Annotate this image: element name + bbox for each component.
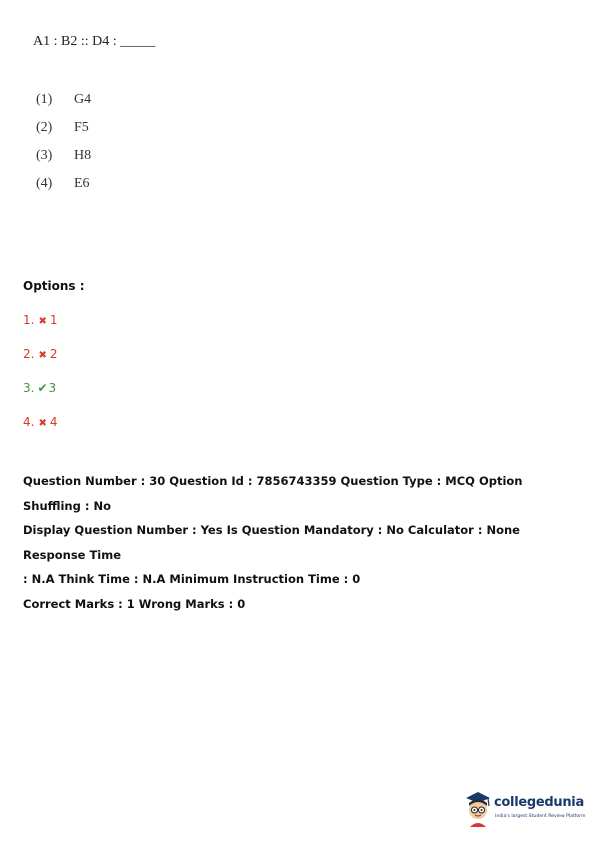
choice-item: [36, 174, 91, 202]
options-list: [23, 312, 57, 448]
cross-icon: ✖: [38, 316, 47, 327]
option-item-4: [23, 414, 57, 448]
option-label: 1: [49, 313, 58, 327]
choice-text: H8: [74, 148, 92, 163]
option-label: 4: [49, 415, 58, 429]
collegedunia-logo: [462, 789, 587, 829]
metadata-line: Display Question Number : Yes Is Question Mandatory : No Calculator : None Response Time: [23, 523, 520, 562]
option-item-1: [23, 312, 57, 346]
cross-icon: ✖: [38, 350, 47, 361]
choice-text: F5: [74, 120, 89, 135]
choice-number: (2): [36, 120, 53, 135]
option-item-3: [23, 380, 57, 414]
choice-item: [36, 118, 91, 146]
metadata-line: : N.A Think Time : N.A Minimum Instruction Time : 0: [23, 572, 361, 586]
option-item-2: [23, 346, 57, 380]
check-icon: ✔: [37, 381, 48, 395]
option-prefix: 1.: [23, 313, 35, 327]
choice-number: (4): [36, 176, 53, 191]
metadata-line: Correct Marks : 1 Wrong Marks : 0: [23, 596, 246, 611]
choice-item: [36, 146, 91, 174]
option-prefix: 4.: [23, 415, 35, 429]
question-metadata: [23, 469, 579, 616]
option-prefix: 3.: [23, 381, 35, 395]
choice-list: [36, 90, 91, 202]
metadata-line: Question Number : 30 Question Id : 7856743359 Question Type : MCQ Option Shuffling : No: [23, 474, 523, 513]
option-label: 3: [48, 381, 57, 395]
question-text: A1 : B2 :: D4 : _____: [33, 34, 156, 49]
choice-number: (3): [36, 148, 53, 163]
logo-tagline: India's largest Student Review Platform: [495, 814, 586, 819]
choice-number: (1): [36, 92, 53, 107]
option-label: 2: [49, 347, 58, 361]
choice-text: E6: [74, 176, 90, 191]
choice-text: G4: [74, 92, 92, 107]
options-heading: Options :: [23, 279, 85, 293]
cross-icon: ✖: [38, 418, 47, 429]
logo-brand-text: collegedunia: [494, 795, 584, 810]
mascot-icon: [462, 789, 494, 829]
option-prefix: 2.: [23, 347, 35, 361]
choice-item: [36, 90, 91, 118]
